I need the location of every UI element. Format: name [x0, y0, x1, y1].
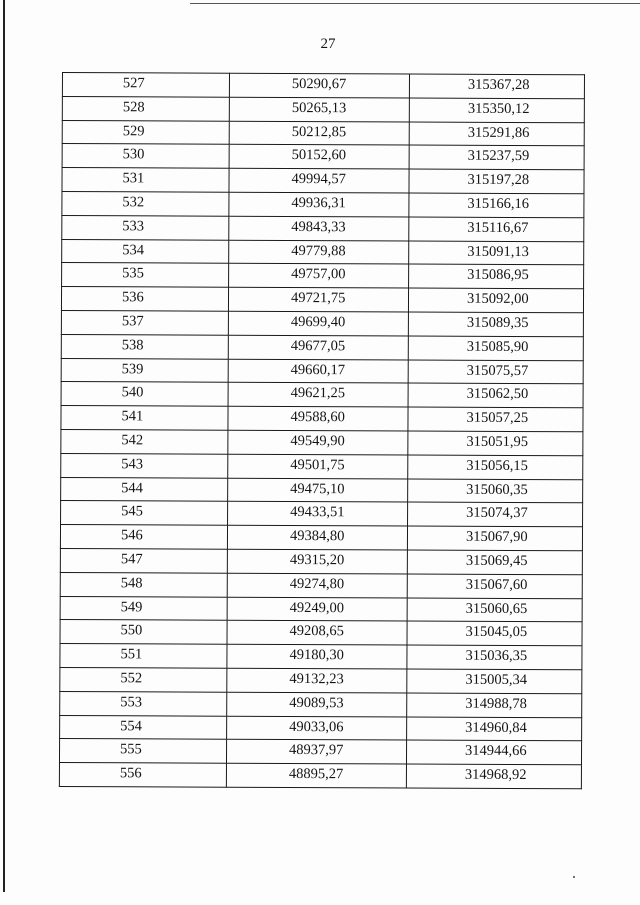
- x-coordinate-cell: 49033,06: [227, 716, 407, 741]
- y-coordinate-cell: 315057,25: [408, 407, 583, 432]
- table-row: [61, 477, 583, 503]
- scan-speck: [573, 876, 575, 878]
- point-number-cell: 536: [61, 287, 228, 312]
- scan-edge-top: [190, 3, 640, 4]
- point-number-cell: 554: [60, 715, 227, 740]
- x-coordinate-cell: 49089,53: [227, 692, 407, 717]
- y-coordinate-cell: 315085,90: [408, 336, 583, 361]
- point-number-cell: 543: [61, 453, 228, 478]
- x-coordinate-cell: 49936,31: [229, 192, 409, 217]
- x-coordinate-cell: 50152,60: [229, 145, 409, 170]
- point-number-cell: 552: [60, 667, 227, 692]
- table-row: [60, 620, 582, 646]
- point-number-cell: 530: [62, 144, 229, 169]
- x-coordinate-cell: 49677,05: [228, 335, 408, 360]
- scan-edge-left: [3, 0, 5, 892]
- x-coordinate-cell: 49549,90: [228, 430, 408, 455]
- table-row: [60, 525, 582, 551]
- table-row: [62, 168, 584, 194]
- point-number-cell: 553: [60, 691, 227, 716]
- table-row: [61, 382, 583, 408]
- table-row: [61, 453, 583, 479]
- table-row: [59, 763, 581, 789]
- point-number-cell: 545: [61, 501, 228, 526]
- x-coordinate-cell: 49249,00: [227, 597, 407, 622]
- table-row: [62, 263, 584, 289]
- y-coordinate-cell: 315062,50: [408, 383, 583, 408]
- x-coordinate-cell: 49621,25: [228, 383, 408, 408]
- y-coordinate-cell: 315350,12: [409, 98, 584, 123]
- point-number-cell: 528: [62, 96, 229, 121]
- point-number-cell: 537: [61, 310, 228, 335]
- y-coordinate-cell: 315036,35: [407, 645, 582, 670]
- y-coordinate-cell: 315116,67: [409, 217, 584, 242]
- point-number-cell: 538: [61, 334, 228, 359]
- table-row: [59, 739, 581, 765]
- table-row: [61, 334, 583, 360]
- point-number-cell: 550: [60, 620, 227, 645]
- y-coordinate-cell: 315166,16: [409, 193, 584, 218]
- table-row: [60, 596, 582, 622]
- x-coordinate-cell: 49699,40: [228, 311, 408, 336]
- y-coordinate-cell: 315056,15: [408, 455, 583, 480]
- y-coordinate-cell: 315075,57: [408, 360, 583, 385]
- point-number-cell: 529: [62, 120, 229, 145]
- point-number-cell: 547: [60, 548, 227, 573]
- y-coordinate-cell: 315086,95: [409, 264, 584, 289]
- table-row: [60, 548, 582, 574]
- table-row: [62, 191, 584, 217]
- x-coordinate-cell: 49660,17: [228, 359, 408, 384]
- table-row: [62, 144, 584, 170]
- point-number-cell: 549: [60, 596, 227, 621]
- table-row: [61, 501, 583, 527]
- y-coordinate-cell: 315051,95: [408, 431, 583, 456]
- x-coordinate-cell: 49994,57: [229, 168, 409, 193]
- y-coordinate-cell: 315074,37: [408, 502, 583, 527]
- x-coordinate-cell: 50290,67: [229, 73, 409, 98]
- point-number-cell: 531: [62, 168, 229, 193]
- table-row: [62, 120, 584, 146]
- x-coordinate-cell: 49475,10: [228, 478, 408, 503]
- x-coordinate-cell: 49315,20: [227, 549, 407, 574]
- table-row: [60, 715, 582, 741]
- x-coordinate-cell: 49501,75: [228, 454, 408, 479]
- x-coordinate-cell: 49757,00: [229, 264, 409, 289]
- y-coordinate-cell: 315060,65: [407, 598, 582, 623]
- table-row: [61, 358, 583, 384]
- y-coordinate-cell: 315089,35: [408, 312, 583, 337]
- y-coordinate-cell: 315067,90: [407, 526, 582, 551]
- y-coordinate-cell: 315091,13: [409, 241, 584, 266]
- table-row: [61, 287, 583, 313]
- y-coordinate-cell: 314988,78: [407, 693, 582, 718]
- page-number: 27: [320, 36, 336, 52]
- x-coordinate-cell: 49180,30: [227, 644, 407, 669]
- x-coordinate-cell: 49843,33: [229, 216, 409, 241]
- point-number-cell: 534: [62, 239, 229, 264]
- y-coordinate-cell: 315291,86: [409, 122, 584, 147]
- coordinates-table-body: [59, 73, 584, 789]
- x-coordinate-cell: 49433,51: [228, 502, 408, 527]
- y-coordinate-cell: 315005,34: [407, 669, 582, 694]
- x-coordinate-cell: 50212,85: [229, 121, 409, 146]
- x-coordinate-cell: 50265,13: [229, 97, 409, 122]
- point-number-cell: 546: [60, 525, 227, 550]
- x-coordinate-cell: 49274,80: [227, 573, 407, 598]
- x-coordinate-cell: 49384,80: [227, 525, 407, 550]
- y-coordinate-cell: 315069,45: [407, 550, 582, 575]
- table-row: [60, 572, 582, 598]
- x-coordinate-cell: 49208,65: [227, 621, 407, 646]
- y-coordinate-cell: 314968,92: [406, 764, 581, 789]
- y-coordinate-cell: 315367,28: [409, 74, 584, 99]
- coordinates-table: [59, 72, 585, 789]
- y-coordinate-cell: 315060,35: [408, 479, 583, 504]
- x-coordinate-cell: 48937,97: [226, 740, 406, 765]
- y-coordinate-cell: 315197,28: [409, 169, 584, 194]
- point-number-cell: 551: [60, 644, 227, 669]
- point-number-cell: 540: [61, 382, 228, 407]
- point-number-cell: 527: [62, 73, 229, 98]
- point-number-cell: 541: [61, 406, 228, 431]
- y-coordinate-cell: 314960,84: [407, 717, 582, 742]
- table-row: [61, 310, 583, 336]
- x-coordinate-cell: 49779,88: [229, 240, 409, 265]
- point-number-cell: 535: [62, 263, 229, 288]
- point-number-cell: 548: [60, 572, 227, 597]
- point-number-cell: 556: [59, 763, 226, 788]
- x-coordinate-cell: 49721,75: [228, 287, 408, 312]
- x-coordinate-cell: 48895,27: [226, 763, 406, 788]
- y-coordinate-cell: 315045,05: [407, 621, 582, 646]
- point-number-cell: 532: [62, 191, 229, 216]
- point-number-cell: 539: [61, 358, 228, 383]
- table-row: [62, 239, 584, 265]
- table-row: [60, 644, 582, 670]
- y-coordinate-cell: 314944,66: [406, 740, 581, 765]
- x-coordinate-cell: 49588,60: [228, 406, 408, 431]
- table-row: [61, 406, 583, 432]
- point-number-cell: 555: [59, 739, 226, 764]
- table-row: [61, 429, 583, 455]
- table-row: [60, 691, 582, 717]
- point-number-cell: 533: [62, 215, 229, 240]
- table-row: [62, 73, 584, 99]
- point-number-cell: 544: [61, 477, 228, 502]
- point-number-cell: 542: [61, 429, 228, 454]
- y-coordinate-cell: 315067,60: [407, 574, 582, 599]
- table-row: [62, 96, 584, 122]
- y-coordinate-cell: 315092,00: [408, 288, 583, 313]
- table-row: [60, 667, 582, 693]
- y-coordinate-cell: 315237,59: [409, 145, 584, 170]
- table-row: [62, 215, 584, 241]
- x-coordinate-cell: 49132,23: [227, 668, 407, 693]
